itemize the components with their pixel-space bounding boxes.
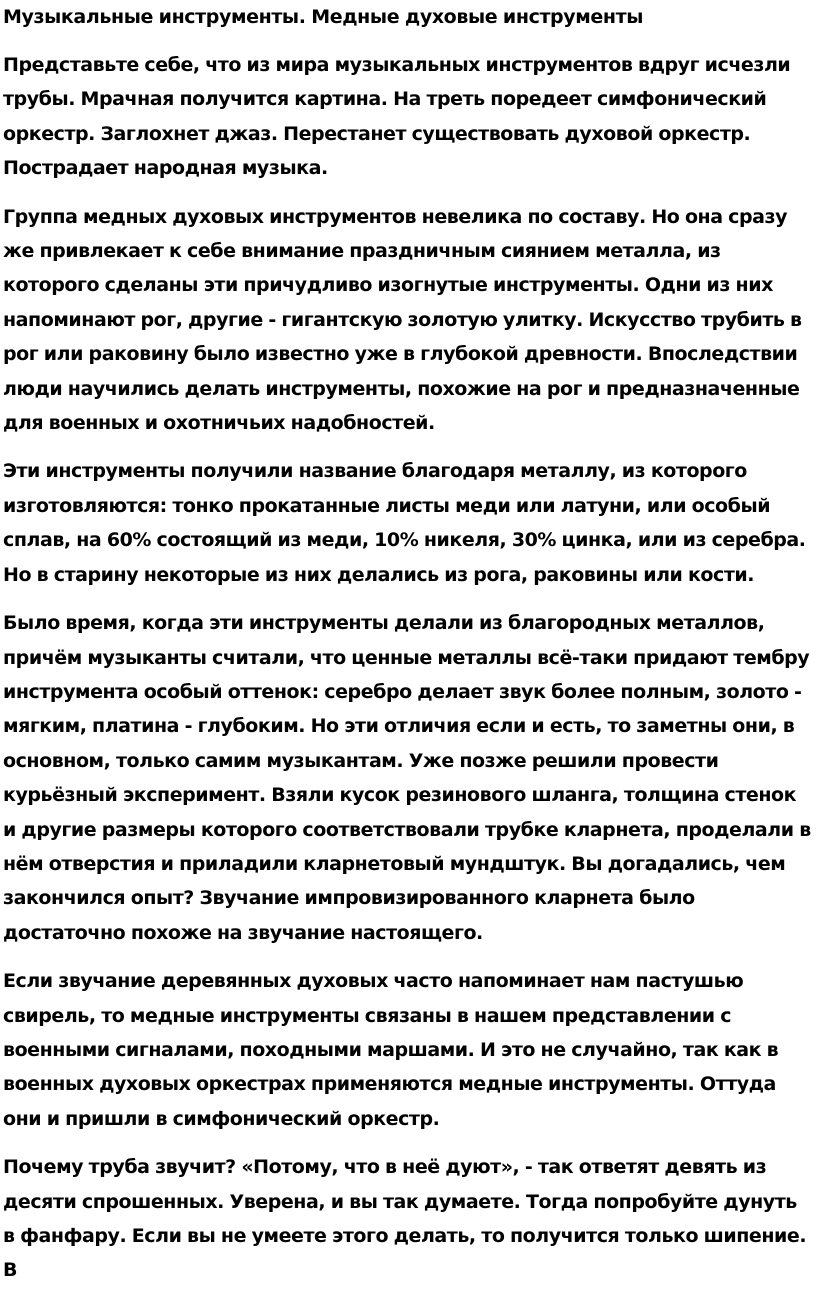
- document-title: Музыкальные инструменты. Медные духовые инструменты: [3, 6, 643, 28]
- paragraph-military-bands: Если звучание деревянных духовых часто напоминает нам пастушью свирель, то медные инструменты связаны в нашем представлении с военными сигналами, походными маршами. И это не случайно, так как в военных духовых оркестрах применяются медные инструменты. Оттуда они и пришли в симфонический оркестр.: [3, 970, 779, 1130]
- paragraph-brass-group: Группа медных духовых инструментов невелика по составу. Но она сразу же привлекает к себе внимание праздничным сиянием металла, из которого сделаны эти причудливо изогнутые инструменты. Одни из них напоминают рог, другие - гигантскую золотую улитку. Искусство трубить в рог или раковину было известно уже в глубокой древности. Впоследствии люди научились делать инструменты, похожие на рог и предназначенные для военных и охотничьих надобностей.: [3, 205, 802, 435]
- paragraph-materials: Эти инструменты получили название благодаря металлу, из которого изготовляются: тонко прокатанные листы меди или латуни, или особый сплав, на 60% состоящий из меди, 10% никеля, 30% цинка, или из серебра. Но в старину некоторые из них делались из рога, раковины или кости.: [3, 460, 806, 586]
- paragraph-precious-metals: Было время, когда эти инструменты делали из благородных металлов, причём музыканты считали, что ценные металлы всё-таки придают тембру инструмента особый оттенок: серебро делает звук более полным, золото - мягким, платина - глубоким. Но эти отличия если и есть, то заметны они, в основном, только самим музыкантам. Уже позже решили провести курьёзный эксперимент. Взяли кусок резинового шланга, толщина стенок и другие размеры которого соответствовали трубке кларнета, проделали в нём отверстия и приладили кларнетовый мундштук. Вы догадались, чем закончился опыт? Звучание импровизированного кларнета было достаточно похоже на звучание настоящего.: [3, 612, 811, 944]
- paragraph-intro: Представьте себе, что из мира музыкальных инструментов вдруг исчезли трубы. Мрачная получится картина. На треть поредеет симфонический оркестр. Заглохнет джаз. Перестанет существовать духовой оркестр. Пострадает народная музыка.: [3, 54, 791, 180]
- paragraph-why-trumpet-sounds: Почему труба звучит? «Потому, что в неё дуют», - так ответят девять из десяти спрошенных. Уверена, и вы так думаете. Тогда попробуйте дунуть в фанфару. Если вы не умеете этого делать, то получится только шипение. В: [3, 1156, 807, 1282]
